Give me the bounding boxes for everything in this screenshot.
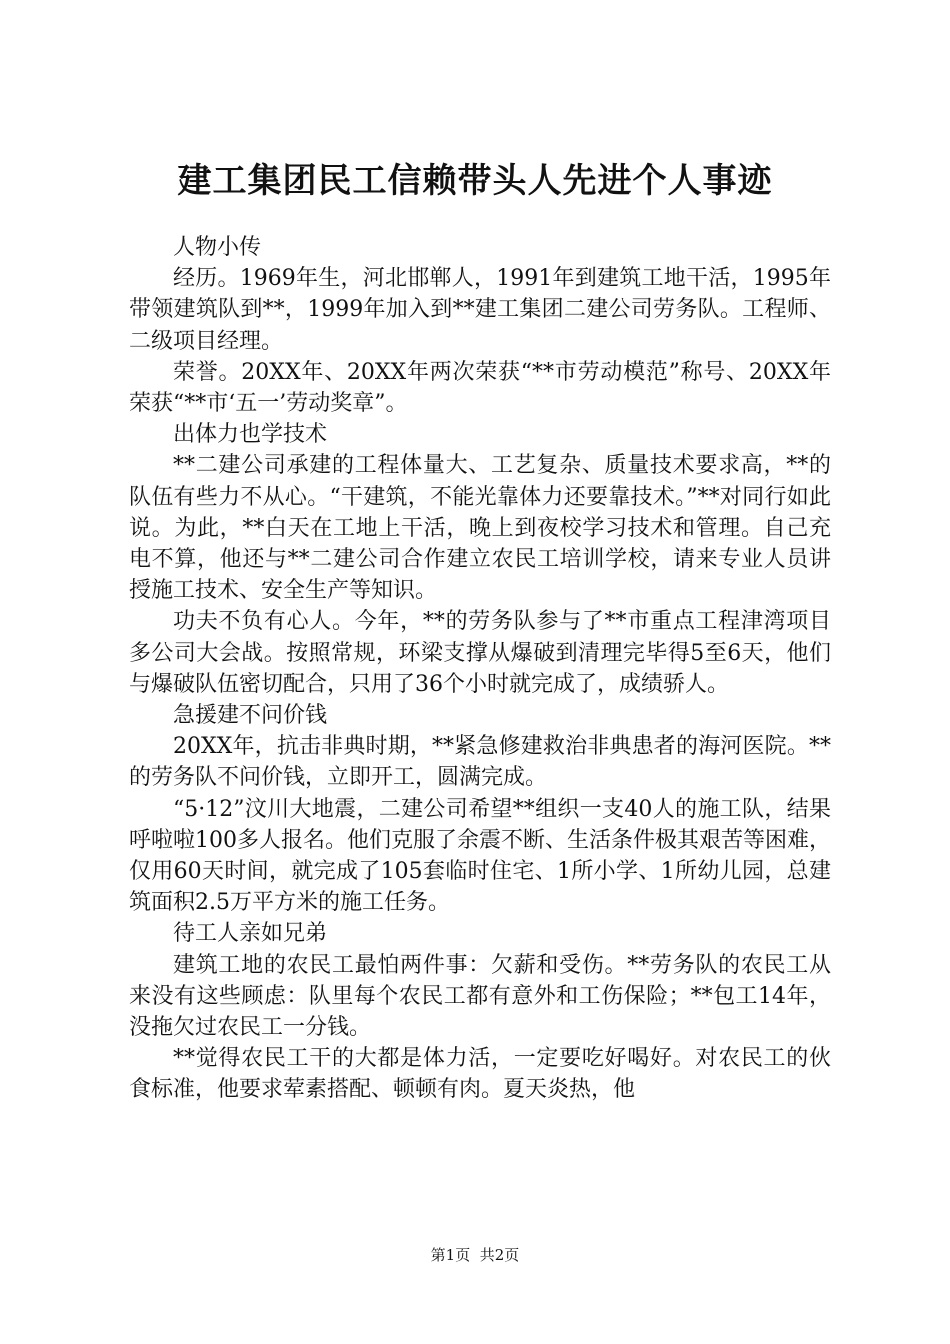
paragraph: 经历。1969年生，河北邯郸人，1991年到建筑工地干活，1995年带领建筑队到**，1999年加入到**建工集团二建公司劳务队。工程师、二级项目经理。 [129, 266, 831, 354]
paragraph: **觉得农民工干的大都是体力活，一定要吃好喝好。对农民工的伙食标准，他要求荤素搭配、顿顿有肉。夏天炎热，他 [129, 1046, 831, 1103]
section-heading: 待工人亲如兄弟 [173, 921, 328, 947]
section-heading: 出体力也学技术 [173, 422, 328, 448]
section-heading: 人物小传 [173, 235, 262, 260]
paragraph: 荣誉。20XX年、20XX年两次荣获“**市劳动模范”称号、20XX年荣获“**市‘五一’劳动奖章”。 [129, 359, 831, 417]
page-number: 第1页 [430, 1246, 471, 1264]
page-footer [0, 1245, 950, 1265]
paragraph: “5·12”汶川大地震，二建公司希望**组织一支40人的施工队，结果呼啦啦100多人报名。他们克服了余震不断、生活条件极其艰苦等困难，仅用60天时间，就完成了105套临时住宅、1所小学、1所幼儿园，总建筑面积2.5万平方米的施工任务。 [129, 796, 831, 916]
document-title: 建工集团民工信赖带头人先进个人事迹 [177, 161, 773, 201]
paragraph: 20XX年，抗击非典时期，**紧急修建救治非典患者的海河医院。**的劳务队不问价钱，立即开工，圆满完成。 [129, 734, 831, 791]
page-total: 共2页 [479, 1246, 520, 1264]
section-heading: 急援建不问价钱 [173, 703, 328, 729]
paragraph: 功夫不负有心人。今年，**的劳务队参与了**市重点工程津湾项目多公司大会战。按照常规，环梁支撑从爆破到清理完毕得5至6天，他们与爆破队伍密切配合，只用了36个小时就完成了，成绩骄人。 [129, 609, 831, 697]
paragraph: 建筑工地的农民工最怕两件事：欠薪和受伤。**劳务队的农民工从来没有这些顾虑：队里每个农民工都有意外和工伤保险；**包工14年，没拖欠过农民工一分钱。 [129, 952, 831, 1041]
paragraph: **二建公司承建的工程体量大、工艺复杂、质量技术要求高，**的队伍有些力不从心。“干建筑，不能光靠体力还要靠技术。”**对同行如此说。为此，**白天在工地上干活，晚上到夜校学习技术和管理。自己充电不算，他还与**二建公司合作建立农民工培训学校，请来专业人员讲授施工技术、安全生产等知识。 [129, 453, 831, 604]
document-body [129, 232, 831, 1106]
